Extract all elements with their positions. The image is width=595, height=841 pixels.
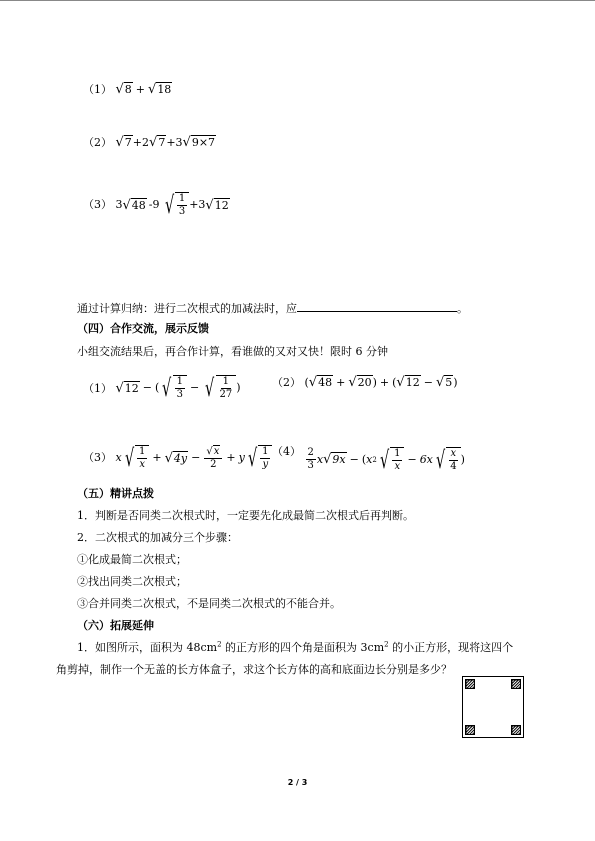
- section-5-step: ③合并同类二次根式，不是同类二次根式的不能合并。: [77, 597, 341, 610]
- extension-question-line-1: 1．如图所示，面积为 $48cm^2$ 的正方形的四个角是面积为 $3cm^2$ 的小正方形，现将这四个: [77, 640, 514, 654]
- section-6-title: （六）拓展延伸: [77, 619, 154, 632]
- math-expression: √ 12 − ( √ $\frac{1}{3}$ − √ $\frac{1}{27}$ ): [115, 374, 241, 402]
- math-expression: x √ $\frac{1}{x}$ + √ 4y − √ x 2 + y √ $\frac{1}{y}$: [116, 445, 273, 471]
- section-5-step: ①化成最简二次根式；: [77, 553, 187, 566]
- section-4-title: （四）合作交流，展示反馈: [77, 322, 209, 335]
- exercise-3: [83, 445, 272, 471]
- hatched-corner: [511, 725, 521, 735]
- section-5-point: 2．二次根式的加减分三个步骤：: [77, 531, 238, 544]
- section-5-step: ②找出同类二次根式；: [77, 575, 187, 588]
- section-5-title: （五）精讲点拨: [77, 487, 154, 500]
- problem-label: （2）: [272, 375, 301, 389]
- summary-line: 通过计算归纳：进行二次根式的加减法时，应 。: [77, 302, 468, 315]
- page-number: 2 / 3: [287, 778, 308, 787]
- problem-label: （3）: [83, 198, 112, 211]
- problem-3: [83, 192, 230, 218]
- exercise-4: [272, 445, 465, 473]
- math-expression: $\frac{2}{3}$ x √ 9x − ( x 2 √ $\frac{1}{x}$ − 6x √ $\frac{x}{4}$ ): [307, 445, 465, 474]
- hatched-corner: [465, 725, 475, 735]
- problem-label: （2）: [83, 136, 112, 149]
- hatched-corner: [465, 679, 475, 689]
- square-with-corners-diagram: [462, 676, 524, 738]
- hatched-corner: [511, 679, 521, 689]
- problem-label: （1）: [83, 83, 112, 96]
- math-expression: √ 8 + √ 18: [115, 82, 172, 97]
- math-expression: 3 √ 48 -9 √ $\frac{1}{3}$ +3 √ 12: [115, 191, 229, 219]
- extension-question-line-2: 角剪掉，制作一个无盖的长方体盒子，求这个长方体的高和底面边长分别是多少？: [56, 663, 452, 676]
- problem-label: （4）: [272, 445, 301, 458]
- math-expression: √ 7 +2 √ 7 +3 √ 9×7: [115, 135, 216, 150]
- exercise-2: [272, 375, 458, 390]
- problem-label: （1）: [83, 381, 112, 395]
- problem-label: （3）: [83, 451, 112, 464]
- math-expression: ( √ 48 + √ 20 ) + ( √ 12 − √ 5 ): [304, 375, 458, 390]
- problem-1: [83, 82, 172, 97]
- exercise-1: [83, 375, 241, 401]
- top-border: [0, 0, 595, 1]
- section-4-intro: 小组交流结果后，再合作计算，看谁做的又对又快！限时 6 分钟: [77, 345, 388, 358]
- problem-2: [83, 135, 216, 150]
- answer-blank: [297, 301, 457, 312]
- section-5-point: 1．判断是否同类二次根式时，一定要先化成最简二次根式后再判断。: [77, 509, 414, 522]
